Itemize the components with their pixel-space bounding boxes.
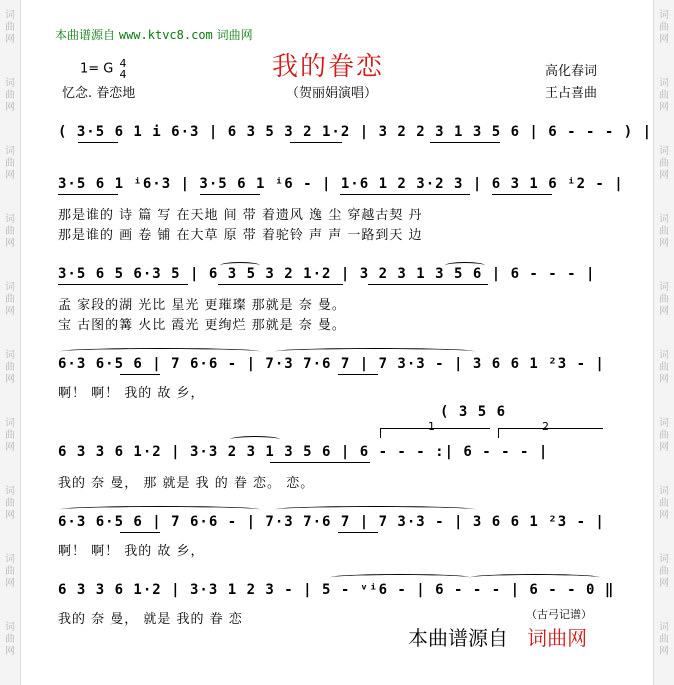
system-2-lyric-2: 那是谁的 画 卷 铺 在大草 原 带 着驼铃 声 声 一路到天 边: [58, 228, 423, 243]
beam: [430, 142, 500, 143]
watermark-glyphs: 词 曲 网: [5, 282, 15, 317]
system-5-pickup: ( 3 5 6: [440, 404, 507, 420]
footer-banner: [408, 622, 587, 651]
beam: [338, 374, 378, 375]
tie: [330, 574, 470, 581]
footer-site-link[interactable]: 词曲网: [527, 626, 588, 650]
beam: [120, 374, 160, 375]
watermark-glyphs: 词 曲 网: [659, 10, 669, 45]
song-title: 我的眷恋: [272, 52, 385, 82]
beam: [340, 194, 470, 195]
beam: [200, 194, 260, 195]
watermark-glyphs: 词 曲 网: [659, 622, 669, 657]
system-7-notes: 6 3 3 6 1·2 | 3·3 1 2 3 - | 5 - ᵛⁱ6 - | 6 - - - | 6 - - 0 ‖: [58, 582, 615, 598]
system-7-lyric: 我的 奈 曼， 就是 我的 眷 恋: [58, 612, 243, 627]
beam: [58, 194, 118, 195]
slur: [230, 436, 280, 443]
volta-1-edge: [380, 428, 381, 438]
site-name: 词曲网: [216, 28, 253, 42]
beam: [58, 284, 188, 285]
site-label: 本曲谱源自: [55, 28, 116, 42]
watermark-glyphs: 词 曲 网: [5, 214, 15, 249]
tempo-mark: 忆念. 眷恋地: [62, 86, 136, 101]
beam: [290, 142, 342, 143]
watermark-glyphs: 词 曲 网: [659, 554, 669, 589]
system-4-lyric: 啊！ 啊！ 我的 故 乡，: [58, 386, 205, 401]
slur: [445, 262, 485, 269]
system-2-notes: 3·5 6 1 ⁱ6·3 | 3·5 6 1 ⁱ6 - | 1·6 1 2 3·2 3 | 6 3 1 6 ⁱ2 - |: [58, 176, 624, 192]
lyricist: 高化春词: [545, 64, 598, 79]
volta-1-label: 1: [428, 420, 435, 433]
system-1-notes: ( 3·5 6 1 i 6·3 | 6 3 5 3 2 1·2 | 3 2 2 3 1 3 5 6 | 6 - - - ) |: [58, 124, 653, 140]
phrase-slur: [60, 506, 260, 513]
system-3-notes: 3·5 6 5 6·3 5 | 6 3 5 3 2 1·2 | 3 2 3 1 3 5 6 | 6 - - - |: [58, 266, 596, 282]
system-4-notes: 6·3 6·5 6 | 7 6·6 - | 7·3 7·6 7 | 7 3·3 - | 3 6 6 1 ²3 - |: [58, 356, 605, 372]
watermark-glyphs: 词 曲 网: [659, 78, 669, 113]
watermark-glyphs: 词 曲 网: [5, 146, 15, 181]
volta-2-edge: [498, 428, 499, 438]
volta-2-bracket: [498, 428, 603, 429]
system-5-lyric: 我的 奈 曼， 那 就是 我 的 眷 恋。 恋。: [58, 476, 315, 491]
system-2-lyric-1: 那是谁的 诗 篇 写 在天地 间 带 着遗风 逸 尘 穿越古契 丹: [58, 208, 423, 223]
beam: [78, 142, 118, 143]
beam: [368, 284, 488, 285]
slur: [220, 262, 260, 269]
beam: [338, 532, 378, 533]
phrase-slur: [275, 348, 475, 355]
watermark-glyphs: 词 曲 网: [659, 214, 669, 249]
time-bottom: 4: [119, 68, 127, 81]
watermark-glyphs: 词 曲 网: [659, 146, 669, 181]
time-signature: [120, 58, 127, 80]
system-3-lyric-2: 宝 古图的篝 火比 霞光 更绚烂 那就是 奈 曼。: [58, 318, 346, 333]
system-3-lyric-1: 孟 家段的湖 光比 星光 更璀璨 那就是 奈 曼。: [58, 298, 346, 313]
phrase-slur: [60, 348, 260, 355]
performer: （贺丽娟演唱）: [286, 86, 378, 101]
volta-2-label: 2: [542, 420, 549, 433]
watermark-glyphs: 词 曲 网: [5, 78, 15, 113]
key-signature: [80, 58, 127, 80]
beam: [270, 462, 370, 463]
footer-label: 本曲谱源自: [408, 626, 508, 650]
composer: 王占喜曲: [545, 86, 598, 101]
watermark-glyphs: 词 曲 网: [659, 350, 669, 385]
phrase-slur: [275, 506, 475, 513]
watermark-glyphs: 词 曲 网: [5, 418, 15, 453]
tie: [470, 574, 600, 581]
system-5-notes: 6 3 3 6 1·2 | 3·3 2 3 1 3 5 6 | 6 - - - :| 6 - - - |: [58, 444, 549, 460]
site-header: [55, 26, 253, 43]
watermark-glyphs: 词 曲 网: [659, 486, 669, 521]
key-label: 1= G: [80, 61, 114, 77]
system-6-lyric: 啊！ 啊！ 我的 故 乡，: [58, 544, 205, 559]
watermark-glyphs: 词 曲 网: [5, 10, 15, 45]
watermark-glyphs: 词 曲 网: [5, 350, 15, 385]
watermark-glyphs: 词 曲 网: [659, 418, 669, 453]
watermark-glyphs: 词 曲 网: [5, 486, 15, 521]
beam: [218, 284, 343, 285]
beam: [492, 194, 552, 195]
volta-1-bracket: [380, 428, 490, 429]
beam: [120, 532, 160, 533]
transcriber-credit: （古弓记谱）: [526, 608, 592, 621]
site-url-link[interactable]: www.ktvc8.com: [118, 28, 213, 42]
time-top: 4: [119, 57, 127, 70]
watermark-glyphs: 词 曲 网: [5, 554, 15, 589]
watermark-glyphs: 词 曲 网: [5, 622, 15, 657]
system-6-notes: 6·3 6·5 6 | 7 6·6 - | 7·3 7·6 7 | 7 3·3 - | 3 6 6 1 ²3 - |: [58, 514, 605, 530]
watermark-glyphs: 词 曲 网: [659, 282, 669, 317]
